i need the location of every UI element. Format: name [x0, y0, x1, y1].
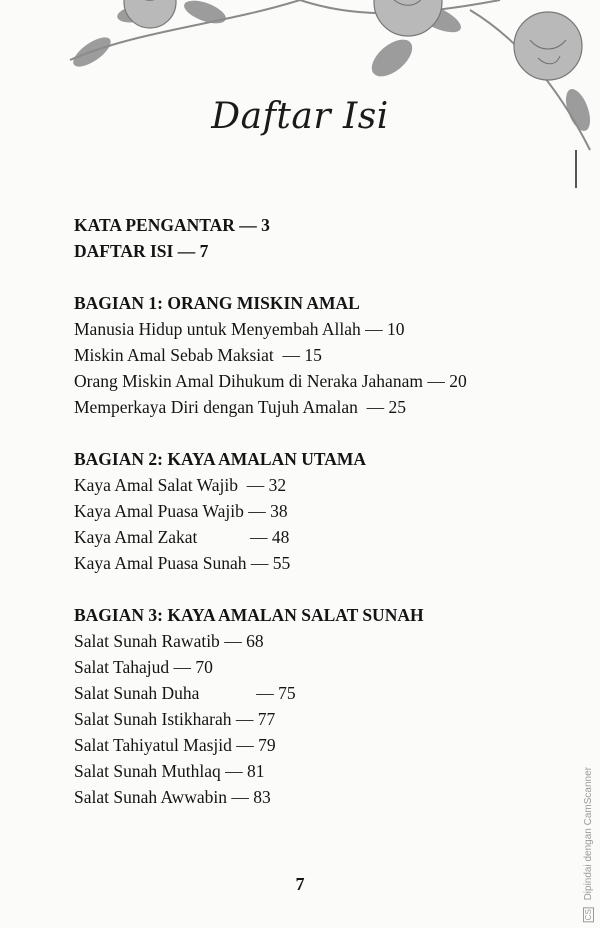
- page-number: 7: [295, 874, 305, 894]
- toc-entry: Orang Miskin Amal Dihukum di Neraka Jahanam — 20: [74, 371, 467, 391]
- toc-entry: Salat Tahajud — 70: [74, 657, 213, 677]
- toc-entry: Kaya Amal Puasa Sunah — 55: [74, 553, 291, 573]
- table-of-contents: [74, 212, 554, 810]
- toc-entry-daftar-isi: DAFTAR ISI — 7: [74, 241, 209, 261]
- toc-entry: Kaya Amal Zakat — 48: [74, 527, 290, 547]
- toc-entry: Salat Sunah Duha — 75: [74, 683, 296, 703]
- watermark-text: Dipindai dengan CamScanner: [583, 766, 594, 901]
- toc-entry: Miskin Amal Sebab Maksiat — 15: [74, 345, 322, 365]
- toc-entry: Kaya Amal Salat Wajib — 32: [74, 475, 287, 495]
- toc-entry: Salat Sunah Istikharah — 77: [74, 709, 276, 729]
- section-heading-bagian-1: BAGIAN 1: ORANG MISKIN AMAL: [74, 293, 360, 313]
- toc-entry: Salat Sunah Muthlaq — 81: [74, 761, 265, 781]
- camscanner-icon: CS: [584, 908, 593, 920]
- toc-entry: Kaya Amal Puasa Wajib — 38: [74, 501, 288, 521]
- toc-entry: Salat Sunah Awwabin — 83: [74, 787, 271, 807]
- toc-entry: Salat Tahiyatul Masjid — 79: [74, 735, 276, 755]
- toc-entry: Memperkaya Diri dengan Tujuh Amalan — 25: [74, 397, 406, 417]
- scanner-watermark: [583, 767, 594, 922]
- section-heading-bagian-2: BAGIAN 2: KAYA AMALAN UTAMA: [74, 449, 367, 469]
- page-title: Daftar Isi: [211, 96, 389, 137]
- toc-entry: Salat Sunah Rawatib — 68: [74, 631, 264, 651]
- section-heading-bagian-3: BAGIAN 3: KAYA AMALAN SALAT SUNAH: [74, 605, 424, 625]
- toc-entry-kata-pengantar: KATA PENGANTAR — 3: [74, 215, 270, 235]
- toc-entry: Manusia Hidup untuk Menyembah Allah — 10: [74, 319, 405, 339]
